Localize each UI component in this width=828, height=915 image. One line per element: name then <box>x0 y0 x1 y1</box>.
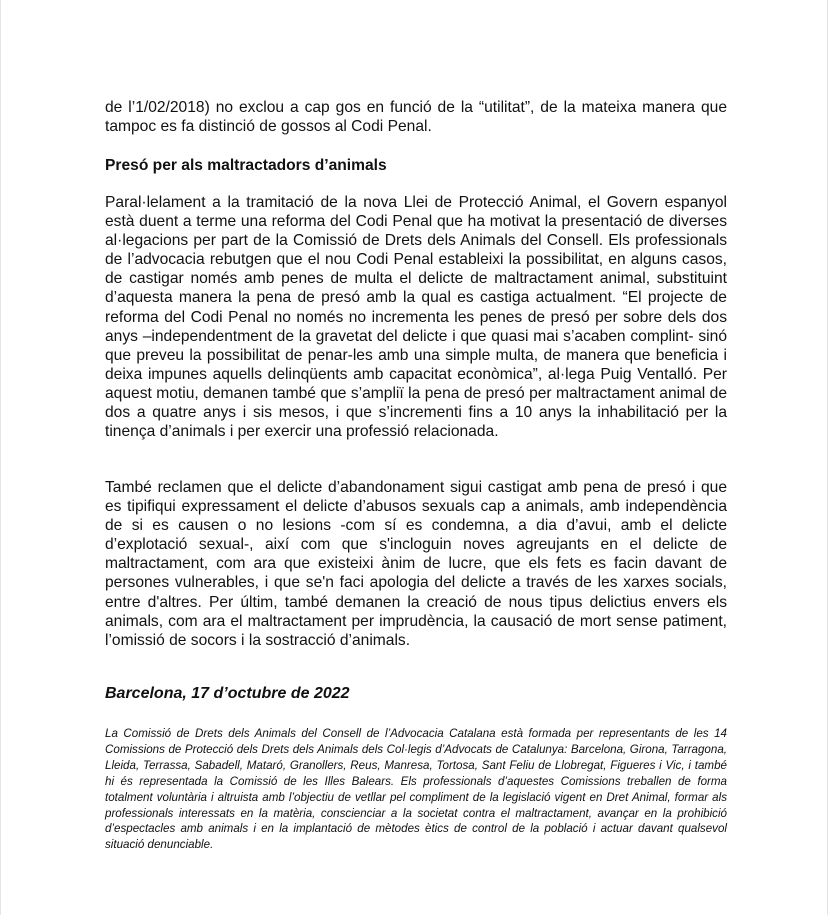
commission-footnote: La Comissió de Drets dels Animals del Consell de l’Advocacia Catalana està formada per representants de les 14 Comissions de Protecció dels Drets dels Animals dels Col·legis d’Advocats de Catalunya: Barcelona, Girona, Tarragona, Lleida, Terrassa, Sabadell, Mataró, Granollers, Reus, Manresa, Tortosa, Sant Feliu de Llobregat, Figueres i Vic, i també hi és representada la Comissió de les Illes Balears. Els professionals d’aquestes Comissions treballen de forma totalment voluntària i altruista amb l’objectiu de vetllar pel compliment de la legislació vigent en Dret Animal, formar als professionals interessats en la matèria, conscienciar a la societat contra el maltractament, avançar en la prohibició d’espectacles amb animals i en la implantació de mètodes ètics de control de la població i actuar davant qualsevol situació denunciable. <box>105 727 727 852</box>
paragraph-further-demands: També reclamen que el delicte d’abandonament sigui castigat amb pena de presó i que es tipifiqui expressament el delicte d’abusos sexuals cap a animals, amb independència de si es causen o no lesions -com sí es condemna, a dia d’avui, amb el delicte d’explotació sexual-, així com que s'incloguin noves agreujants en el delicte de maltractament, com ara que existeixi ànim de lucre, que els fets es facin davant de persones vulnerables, i que se'n faci apologia del delicte a través de les xarxes socials, entre d'altres. Per últim, també demanen la creació de nous tipus delictius envers els animals, com ara el maltractament per imprudència, la causació de mort sense patiment, l’omissió de socors i la sostracció d’animals. <box>105 479 727 649</box>
section-heading: Presó per als maltractadors d’animals <box>105 157 387 174</box>
place-date-line: Barcelona, 17 d’octubre de 2022 <box>105 685 350 702</box>
paragraph-penal-reform: Paral·lelament a la tramitació de la nova Llei de Protecció Animal, el Govern espanyol està duent a terme una reforma del Codi Penal que ha motivat la presentació de diverses al·legacions per part de la Comissió de Drets dels Animals del Consell. Els professionals de l’advocacia rebutgen que el nou Codi Penal estableixi la possibilitat, en alguns casos, de castigar només amb penes de multa el delicte de maltractament animal, substituint d’aquesta manera la pena de presó amb la qual es castiga actualment. “El projecte de reforma del Codi Penal no només no incrementa les penes de presó per sobre dels dos anys –independentment de la gravetat del delicte i que quasi mai s’acaben complint- sinó que preveu la possibilitat de penar-les amb una simple multa, de manera que beneficia i deixa impunes aquells delinqüents amb capacitat econòmica”, al·lega Puig Ventalló. Per aquest motiu, demanen també que s’ampliï la pena de presó per maltractament animal de dos a quatre anys i sis mesos, i que s’incrementi fins a 10 anys la inhabilitació per la tinença d’animals i per exercir una professió relacionada. <box>105 194 727 441</box>
intro-paragraph: de l’1/02/2018) no exclou a cap gos en funció de la “utilitat”, de la mateixa manera que tampoc es fa distinció de gossos al Codi Penal. <box>105 99 727 136</box>
